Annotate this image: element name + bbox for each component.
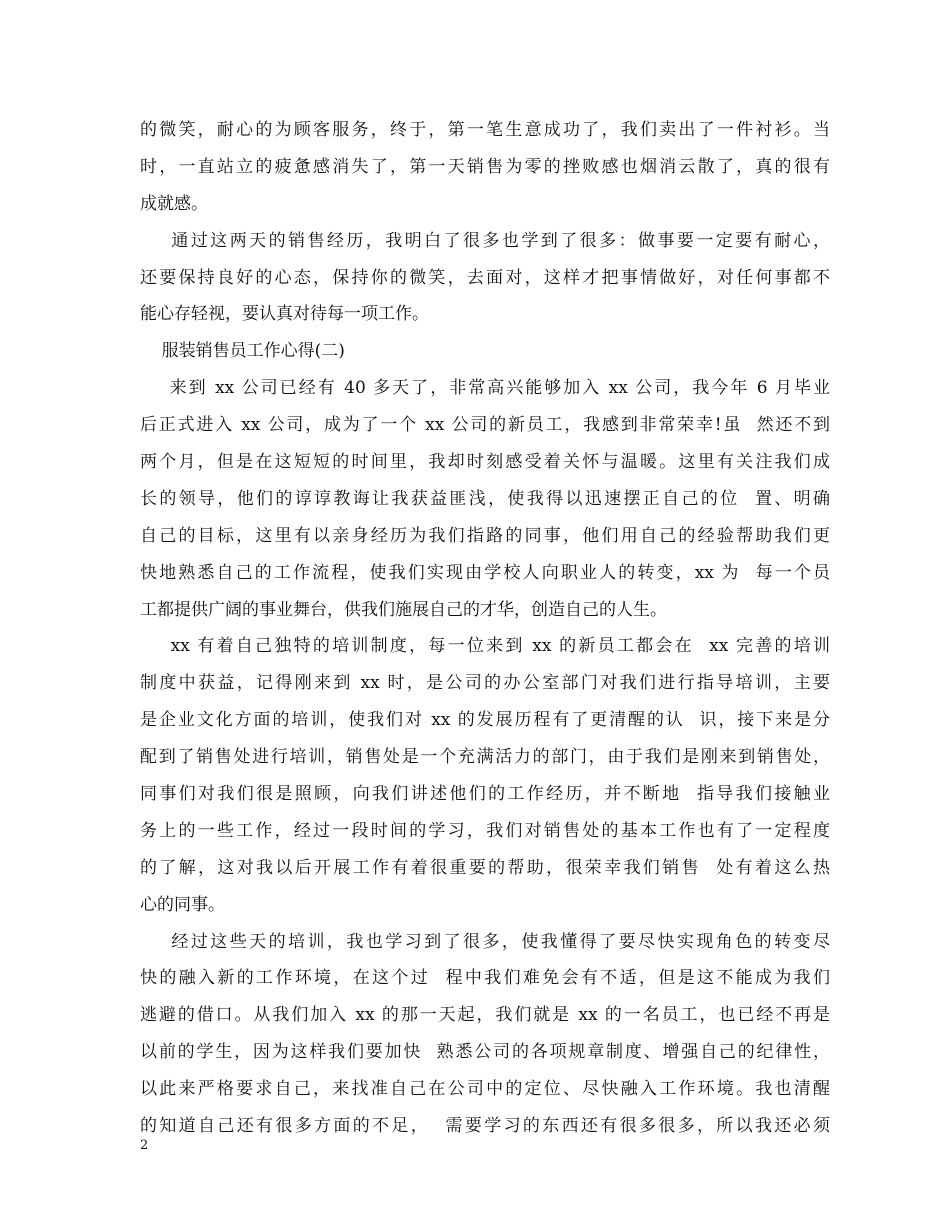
text-line: 的知道自己还有很多方面的不足， 需要学习的东西还有很多很多，所以我还必须 [140,1116,830,1137]
text-line: 心的同事。 [140,894,225,915]
text-line: 以前的学生，因为这样我们要加快 熟悉公司的各项规章制度、增强自己的纪律性， [140,1042,830,1063]
text-line: 后正式进入 xx 公司，成为了一个 xx 公司的新员工，我感到非常荣幸!虽 然还不到 [140,415,830,436]
text-line: xx 有着自己独特的培训制度，每一位来到 xx 的新员工都会在 xx 完善的培训 [140,636,830,657]
text-line: 通过这两天的销售经历，我明白了很多也学到了很多：做事要一定要有耐心， [140,230,830,251]
text-line: 逃避的借口。从我们加入 xx 的那一天起，我们就是 xx 的一名员工，也已经不再是 [140,1005,830,1026]
text-line: 以此来严格要求自己，来找准自己在公司中的定位、尽快融入工作环境。我也清醒 [140,1079,830,1100]
text-line: 自己的目标，这里有以亲身经历为我们指路的同事，他们用自己的经验帮助我们更 [140,525,830,546]
text-line: 工都提供广阔的事业舞台，供我们施展自己的才华，创造自己的人生。 [140,599,667,620]
text-line: 快地熟悉自己的工作流程，使我们实现由学校人向职业人的转变，xx 为 每一个员 [140,562,830,583]
body-text [140,112,830,1145]
text-line: 还要保持良好的心态，保持你的微笑，去面对，这样才把事情做好，对任何事都不 [140,267,830,288]
text-line: 快的融入新的工作环境，在这个过 程中我们难免会有不适，但是这不能成为我们 [140,968,830,989]
text-line: 两个月，但是在这短短的时间里，我却时刻感受着关怀与温暖。这里有关注我们成 [140,452,830,473]
text-line: 来到 xx 公司已经有 40 多天了，非常高兴能够加入 xx 公司，我今年 6 月毕业 [140,378,830,399]
text-line: 的了解，这对我以后开展工作有着很重要的帮助，很荣幸我们销售 处有着这么热 [140,857,830,878]
page-number: 2 [140,1138,149,1153]
section-heading: 服装销售员工作心得(二) [140,341,345,362]
text-line: 时，一直站立的疲惫感消失了，第一天销售为零的挫败感也烟消云散了，真的很有 [140,156,830,177]
text-line: 同事们对我们很是照顾，向我们讲述他们的工作经历，并不断地 指导我们接触业 [140,784,830,805]
text-line: 成就感。 [140,193,208,214]
text-line: 能心存轻视，要认真对待每一项工作。 [140,304,429,325]
text-line: 经过这些天的培训，我也学习到了很多，使我懂得了要尽快实现角色的转变尽 [140,931,830,952]
text-line: 配到了销售处进行培训，销售处是一个充满活力的部门，由于我们是刚来到销售处， [140,747,830,768]
text-line: 长的领导，他们的谆谆教诲让我获益匪浅，使我得以迅速摆正自己的位 置、明确 [140,488,830,509]
text-line: 制度中获益，记得刚来到 xx 时，是公司的办公室部门对我们进行指导培训，主要 [140,673,830,694]
text-line: 务上的一些工作，经过一段时间的学习，我们对销售处的基本工作也有了一定程度 [140,820,830,841]
text-line: 的微笑，耐心的为顾客服务，终于，第一笔生意成功了，我们卖出了一件衬衫。当 [140,120,830,140]
text-line: 是企业文化方面的培训，使我们对 xx 的发展历程有了更清醒的认 识，接下来是分 [140,710,830,731]
